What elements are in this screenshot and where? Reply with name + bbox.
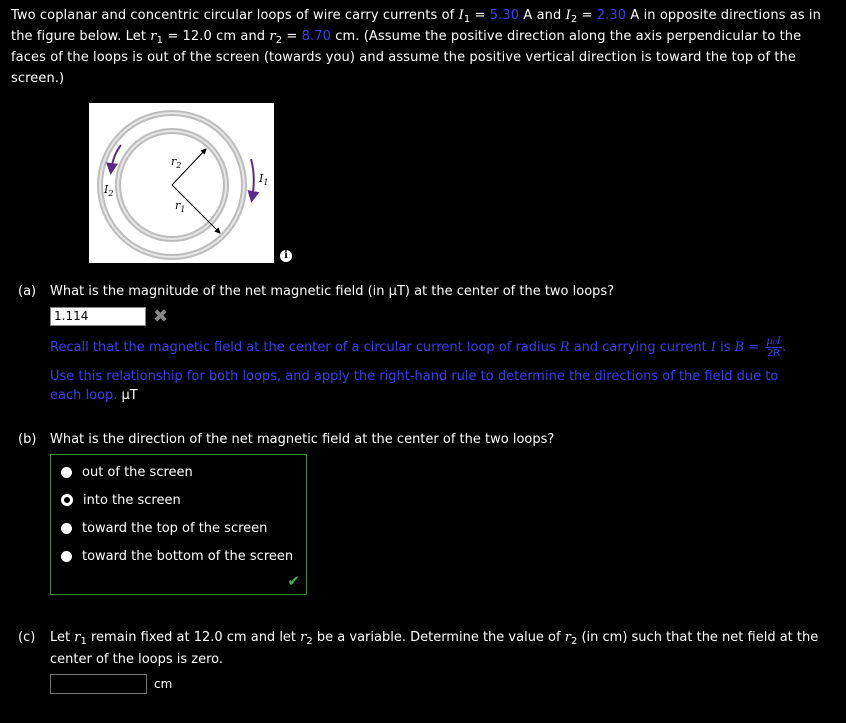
r2-value: 8.70 [301,29,331,44]
part-a-question: What is the magnitude of the net magnetic field (in µT) at the center of the two loops? [50,284,615,299]
choice-label: toward the top of the screen [82,520,268,536]
r2-symbol: r [300,630,307,645]
fraction-denominator: 2R [766,348,781,359]
part-a-unit: µT [121,388,138,403]
i1-symbol: I [458,8,464,23]
part-a-answer-input[interactable]: 1.114 [50,307,146,326]
fraction-numerator: µ₀I [766,336,781,347]
radio-button[interactable] [61,523,72,534]
radio-button[interactable] [61,467,72,478]
equals: = [470,8,490,23]
r2-subscript: 2 [570,636,578,647]
hint-fraction [765,336,781,359]
part-c-question [50,627,825,671]
part-c-label: (c) [18,630,36,645]
r1-label: $r_1$ [175,199,186,214]
part-a-hint-rhr [50,367,810,405]
hint-text: = [744,340,764,355]
i1-subscript: 1 [463,14,471,25]
r1-symbol: r [74,630,81,645]
r1-subscript: 1 [156,35,164,46]
hint-r-symbol: R [559,340,570,355]
i1-label: $I_1$ [259,172,269,187]
hint-text: . [781,340,786,355]
choice-toward-bottom[interactable] [61,547,293,565]
i1-direction-arrow [251,159,254,199]
part-c-answer-input[interactable] [50,674,147,694]
choice-out-of-screen[interactable] [61,463,193,481]
info-icon[interactable]: i [280,250,292,262]
i2-label: $I_2$ [104,183,114,198]
hint-text: is [715,340,735,355]
r2-symbol: r [269,29,276,44]
question-text: be a variable. Determine the value of [312,630,565,645]
hint-text: and carrying current [569,340,711,355]
choice-into-screen[interactable] [61,491,181,509]
r2-subscript: 2 [275,35,283,46]
concentric-loops-diagram [89,103,274,263]
incorrect-icon: ✖ [153,306,169,327]
part-b-label: (b) [18,432,37,447]
r2-symbol: r [564,630,571,645]
hint-text: Use this relationship for both loops, and apply the right-hand rule to determine the directions of the field due to each loop. [50,369,779,403]
i2-symbol: I [565,8,571,23]
part-a-hint-formula [50,336,820,359]
r2-label: $r_2$ [171,155,182,170]
choice-label: into the screen [83,492,181,508]
i2-value: 2.30 [596,8,627,23]
part-b-choices [50,454,307,595]
part-a-label: (a) [18,284,37,299]
intro-text: A and [519,8,566,23]
r2-subscript: 2 [306,636,313,647]
r1-subscript: 1 [80,636,87,647]
problem-statement [11,5,826,89]
choice-label: toward the bottom of the screen [82,548,294,564]
correct-check-icon: ✔ [287,572,300,590]
question-text: Let [50,630,75,645]
hint-i-symbol: I [710,340,716,355]
equals: = [282,29,302,44]
intro-text: A in opposite directions as in the figure below. Let [11,8,821,44]
equals: = [577,8,597,23]
question-text: remain fixed at 12.0 cm and let [86,630,301,645]
part-b-question: What is the direction of the net magnetic field at the center of the two loops? [50,432,555,447]
question-text: (in cm) such that the net field at the center of the loops is zero. [50,630,819,667]
hint-b-symbol: B [734,340,745,355]
hint-text: Recall that the magnetic field at the center of a circular current loop of radius [50,340,560,355]
loops-figure [89,103,274,263]
intro-text: Two coplanar and concentric circular loops of wire carry currents of [11,8,459,23]
i2-subscript: 2 [570,14,578,25]
radio-button[interactable] [61,551,72,562]
choice-label: out of the screen [82,464,193,480]
radio-button-selected[interactable] [61,494,73,506]
r1-symbol: r [150,29,157,44]
intro-text: cm. (Assume the positive direction along the axis perpendicular to the faces of the loops is out of the screen (towards you) and assume the positive vertical direction is toward the top of the screen.) [11,29,802,86]
i1-value: 5.30 [489,8,520,23]
choice-toward-top[interactable] [61,519,267,537]
part-c-unit: cm [154,677,173,691]
intro-text: = 12.0 cm and [163,29,270,44]
